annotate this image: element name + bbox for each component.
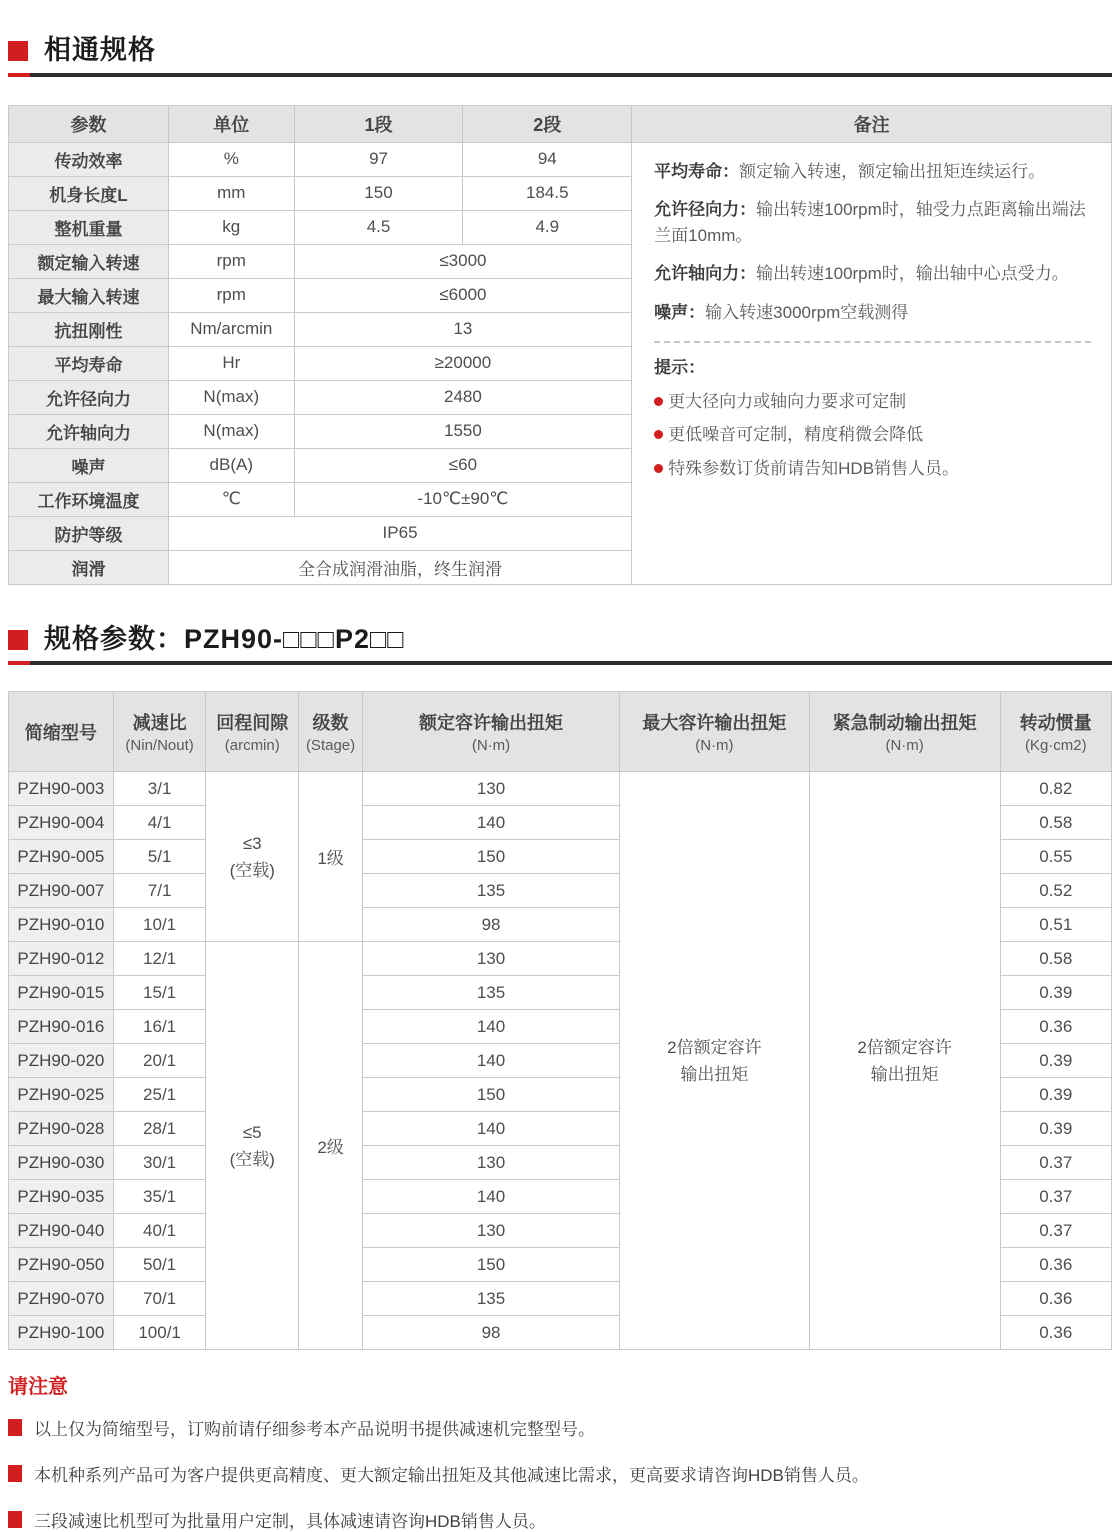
header-unit: (N·m): [885, 737, 924, 755]
section1-rule: [8, 73, 1112, 77]
rule-dark-segment: [30, 73, 1112, 77]
param-label: 整机重量: [9, 210, 169, 244]
unit-cell: Hr: [168, 346, 294, 380]
table-row: [9, 142, 1112, 176]
inertia-cell: 0.82: [1000, 772, 1111, 806]
tip-item: [654, 423, 1091, 448]
model-cell: PZH90-030: [9, 1146, 114, 1180]
param-label: 润滑: [9, 550, 169, 584]
model-cell: PZH90-050: [9, 1248, 114, 1282]
param-label: 额定输入转速: [9, 244, 169, 278]
model-cell: PZH90-003: [9, 772, 114, 806]
model-cell: PZH90-020: [9, 1044, 114, 1078]
col-header-backlash: [206, 692, 299, 772]
max-torque-merged-cell: [620, 772, 810, 1350]
ratio-cell: 12/1: [113, 942, 206, 976]
inertia-cell: 0.36: [1000, 1316, 1111, 1350]
col-header-inertia: [1000, 692, 1111, 772]
dashed-divider: [654, 341, 1091, 343]
torque-cell: 130: [363, 1146, 620, 1180]
torque-cell: 150: [363, 1078, 620, 1112]
value-cell: 全合成润滑油脂，终生润滑: [168, 550, 631, 584]
backlash-note: (空载): [229, 1149, 275, 1169]
value-cell: ≤3000: [294, 244, 632, 278]
unit-cell: %: [168, 142, 294, 176]
model-spec-table: [8, 691, 1112, 1350]
tip-item: [654, 390, 1091, 415]
backlash-merged-cell: [206, 772, 299, 942]
remarks-content: [654, 159, 1091, 482]
note-item: [8, 1461, 1112, 1486]
model-table-header-row: [9, 692, 1112, 772]
remark-text: 输入转速3000rpm空载测得: [705, 302, 909, 322]
section2-heading: [8, 625, 1112, 655]
col-header-brake-torque: [809, 692, 1000, 772]
remark-label: 允许径向力：: [654, 200, 757, 220]
section-common-specs: [8, 36, 1112, 77]
torque-cell: 130: [363, 942, 620, 976]
header-label: 级数: [312, 713, 349, 734]
remark-text: 输出转速100rpm时，轴受力点距离输出端法兰面10mm。: [654, 200, 1086, 245]
remark-label: 平均寿命：: [654, 161, 740, 181]
inertia-cell: 0.58: [1000, 806, 1111, 840]
torque-cell: 140: [363, 1044, 620, 1078]
unit-cell: N(max): [168, 414, 294, 448]
header-unit: (Kg·cm2): [1024, 737, 1087, 755]
inertia-cell: 0.39: [1000, 1078, 1111, 1112]
inertia-cell: 0.37: [1000, 1180, 1111, 1214]
remark-item: [654, 159, 1091, 185]
unit-cell: Nm/arcmin: [168, 312, 294, 346]
red-dot-bullet-icon: [654, 464, 663, 473]
ratio-cell: 5/1: [113, 840, 206, 874]
param-label: 机身长度L: [9, 176, 169, 210]
value-cell: 13: [294, 312, 632, 346]
inertia-cell: 0.39: [1000, 976, 1111, 1010]
inertia-cell: 0.36: [1000, 1010, 1111, 1044]
torque-cell: 130: [363, 772, 620, 806]
header-label: 减速比: [132, 713, 187, 734]
rule-red-segment: [8, 73, 30, 77]
ratio-cell: 10/1: [113, 908, 206, 942]
model-cell: PZH90-028: [9, 1112, 114, 1146]
model-cell: PZH90-040: [9, 1214, 114, 1248]
remark-label: 噪声：: [654, 302, 706, 322]
header-unit: (N·m): [471, 737, 511, 755]
value-cell: ≤60: [294, 448, 632, 482]
col-header-rated-torque: [363, 692, 620, 772]
torque-cell: 98: [363, 1316, 620, 1350]
torque-cell: 130: [363, 1214, 620, 1248]
red-square-bullet-icon: [8, 1419, 22, 1436]
general-spec-table: [8, 105, 1112, 585]
value-cell: 2480: [294, 380, 632, 414]
remark-text: 输出转速100rpm时，输出轴中心点受力。: [756, 264, 1069, 284]
merged-torque-line1: 2倍额定容许: [857, 1037, 952, 1057]
note-text: 三段减速比机型可为批量用户定制，具体减速请咨询HDB销售人员。: [34, 1512, 546, 1532]
model-cell: PZH90-025: [9, 1078, 114, 1112]
ratio-cell: 7/1: [113, 874, 206, 908]
note-item: [8, 1507, 1112, 1532]
ratio-cell: 30/1: [113, 1146, 206, 1180]
model-cell: PZH90-005: [9, 840, 114, 874]
inertia-cell: 0.36: [1000, 1282, 1111, 1316]
model-cell: PZH90-070: [9, 1282, 114, 1316]
remarks-cell: [632, 142, 1112, 584]
model-cell: PZH90-004: [9, 806, 114, 840]
col-header-model: [9, 692, 114, 772]
red-square-bullet-icon: [8, 630, 28, 650]
unit-cell: mm: [168, 176, 294, 210]
red-square-bullet-icon: [8, 1511, 22, 1528]
footer-notes: [8, 1370, 1112, 1532]
value-cell: 4.9: [463, 210, 632, 244]
col-header-stage: [299, 692, 363, 772]
model-cell: PZH90-010: [9, 908, 114, 942]
inertia-cell: 0.39: [1000, 1044, 1111, 1078]
stage-merged-cell: 1级: [299, 772, 363, 942]
col-header-stage2: 2段: [463, 105, 632, 142]
notes-title: 请注意: [8, 1376, 68, 1399]
section-spec-params: [8, 625, 1112, 666]
section2-rule: [8, 661, 1112, 665]
section2-title-label: 规格参数：: [44, 623, 184, 654]
backlash-value: ≤3: [242, 833, 262, 853]
ratio-cell: 4/1: [113, 806, 206, 840]
param-label: 噪声: [9, 448, 169, 482]
header-unit: (Stage): [305, 737, 356, 755]
inertia-cell: 0.58: [1000, 942, 1111, 976]
red-dot-bullet-icon: [654, 430, 663, 439]
torque-cell: 140: [363, 1112, 620, 1146]
tip-text: 特殊参数订货前请告知HDB销售人员。: [668, 458, 960, 478]
red-dot-bullet-icon: [654, 397, 663, 406]
tip-text: 更大径向力或轴向力要求可定制: [668, 391, 907, 411]
param-label: 平均寿命: [9, 346, 169, 380]
brake-torque-merged-cell: [809, 772, 1000, 1350]
header-unit: (arcmin): [224, 737, 280, 755]
header-label: 转动惯量: [1019, 713, 1092, 734]
param-label: 工作环境温度: [9, 482, 169, 516]
value-cell: 94: [463, 142, 632, 176]
value-cell: 4.5: [294, 210, 463, 244]
value-cell: ≤6000: [294, 278, 632, 312]
remark-item: [654, 261, 1091, 287]
inertia-cell: 0.36: [1000, 1248, 1111, 1282]
ratio-cell: 50/1: [113, 1248, 206, 1282]
value-cell: 97: [294, 142, 463, 176]
ratio-cell: 40/1: [113, 1214, 206, 1248]
unit-cell: kg: [168, 210, 294, 244]
unit-cell: dB(A): [168, 448, 294, 482]
note-text: 本机种系列产品可为客户提供更高精度、更大额定输出扭矩及其他减速比需求，更高要求请咨询HDB销售人员。: [34, 1466, 869, 1486]
model-cell: PZH90-016: [9, 1010, 114, 1044]
backlash-merged-cell: [206, 942, 299, 1350]
section1-heading: [8, 36, 1112, 66]
merged-torque-line2: 输出扭矩: [680, 1064, 749, 1084]
inertia-cell: 0.39: [1000, 1112, 1111, 1146]
section1-title: 相通规格: [44, 35, 156, 65]
param-label: 防护等级: [9, 516, 169, 550]
ratio-cell: 15/1: [113, 976, 206, 1010]
torque-cell: 135: [363, 976, 620, 1010]
col-header-max-torque: [620, 692, 810, 772]
remark-item: [654, 197, 1091, 248]
remark-item: [654, 300, 1091, 326]
inertia-cell: 0.52: [1000, 874, 1111, 908]
col-header-remarks: 备注: [632, 105, 1112, 142]
model-cell: PZH90-007: [9, 874, 114, 908]
torque-cell: 150: [363, 840, 620, 874]
table-row: [9, 772, 1112, 806]
torque-cell: 135: [363, 874, 620, 908]
model-cell: PZH90-100: [9, 1316, 114, 1350]
note-text: 以上仅为简缩型号，订购前请仔细参考本产品说明书提供减速机完整型号。: [34, 1420, 595, 1440]
backlash-note: (空载): [229, 860, 275, 880]
model-cell: PZH90-035: [9, 1180, 114, 1214]
remark-label: 允许轴向力：: [654, 264, 757, 284]
general-table-header-row: [9, 105, 1112, 142]
inertia-cell: 0.51: [1000, 908, 1111, 942]
tip-item: [654, 457, 1091, 482]
value-cell: 1550: [294, 414, 632, 448]
model-cell: PZH90-015: [9, 976, 114, 1010]
ratio-cell: 35/1: [113, 1180, 206, 1214]
merged-torque-line1: 2倍额定容许: [667, 1037, 762, 1057]
ratio-cell: 100/1: [113, 1316, 206, 1350]
header-label: 额定容许输出扭矩: [419, 713, 564, 734]
value-cell: -10℃±90℃: [294, 482, 632, 516]
header-label: 紧急制动输出扭矩: [832, 713, 977, 734]
rule-dark-segment: [30, 661, 1112, 665]
header-label: 回程间隙: [216, 713, 289, 734]
stage-merged-cell: 2级: [299, 942, 363, 1350]
param-label: 抗扭刚性: [9, 312, 169, 346]
note-item: [8, 1415, 1112, 1440]
col-header-unit: 单位: [168, 105, 294, 142]
header-label: 最大容许输出扭矩: [642, 713, 787, 734]
inertia-cell: 0.55: [1000, 840, 1111, 874]
unit-cell: rpm: [168, 278, 294, 312]
merged-torque-line2: 输出扭矩: [870, 1064, 939, 1084]
ratio-cell: 28/1: [113, 1112, 206, 1146]
rule-red-segment: [8, 661, 30, 665]
model-cell: PZH90-012: [9, 942, 114, 976]
value-cell: IP65: [168, 516, 631, 550]
header-label: 简缩型号: [24, 722, 97, 743]
section2-title-code: PZH90-□□□P2□□: [184, 623, 405, 654]
value-cell: 150: [294, 176, 463, 210]
section2-title: [44, 625, 405, 655]
value-cell: ≥20000: [294, 346, 632, 380]
col-header-stage1: 1段: [294, 105, 463, 142]
value-cell: 184.5: [463, 176, 632, 210]
unit-cell: rpm: [168, 244, 294, 278]
col-header-param: 参数: [9, 105, 169, 142]
torque-cell: 150: [363, 1248, 620, 1282]
tip-text: 更低噪音可定制，精度稍微会降低: [668, 425, 924, 445]
header-unit: (Nin/Nout): [125, 737, 194, 755]
ratio-cell: 16/1: [113, 1010, 206, 1044]
torque-cell: 135: [363, 1282, 620, 1316]
unit-cell: ℃: [168, 482, 294, 516]
inertia-cell: 0.37: [1000, 1214, 1111, 1248]
unit-cell: N(max): [168, 380, 294, 414]
torque-cell: 140: [363, 1180, 620, 1214]
param-label: 传动效率: [9, 142, 169, 176]
inertia-cell: 0.37: [1000, 1146, 1111, 1180]
ratio-cell: 20/1: [113, 1044, 206, 1078]
param-label: 最大输入转速: [9, 278, 169, 312]
ratio-cell: 70/1: [113, 1282, 206, 1316]
param-label: 允许轴向力: [9, 414, 169, 448]
torque-cell: 140: [363, 1010, 620, 1044]
param-label: 允许径向力: [9, 380, 169, 414]
ratio-cell: 3/1: [113, 772, 206, 806]
red-square-bullet-icon: [8, 41, 28, 61]
torque-cell: 140: [363, 806, 620, 840]
torque-cell: 98: [363, 908, 620, 942]
red-square-bullet-icon: [8, 1465, 22, 1482]
backlash-value: ≤5: [242, 1122, 262, 1142]
header-unit: (N·m): [695, 737, 734, 755]
tips-title: 提示：: [654, 358, 706, 378]
col-header-ratio: [113, 692, 206, 772]
ratio-cell: 25/1: [113, 1078, 206, 1112]
remark-text: 额定输入转速，额定输出扭矩连续运行。: [739, 161, 1046, 181]
